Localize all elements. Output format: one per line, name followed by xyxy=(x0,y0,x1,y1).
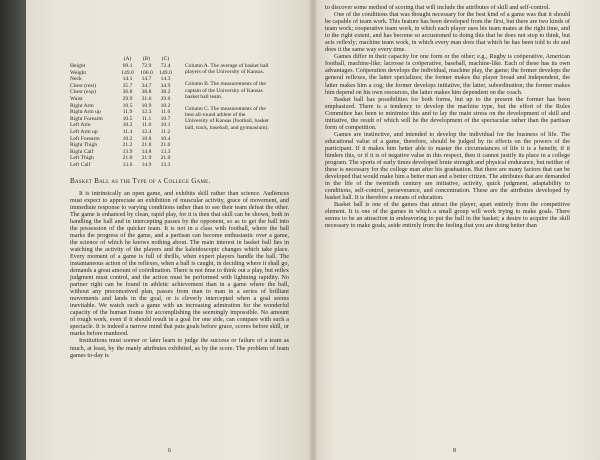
measurement-value-c: 149.0 xyxy=(159,69,172,76)
measurement-value-c: 21.0 xyxy=(160,142,171,149)
measurement-value-c: 38.2 xyxy=(160,89,171,96)
column-note-c: Column C. The measurements of the best all-round athlete of the University of Kansas (football, basket ball, track, baseball, and gymnasium). xyxy=(185,106,269,131)
measurement-value-c: 10.7 xyxy=(160,115,171,122)
measurement-value-c: 29.0 xyxy=(160,95,171,102)
column-b-header: (B) xyxy=(142,56,151,62)
measurement-value-b: 14.9 xyxy=(141,161,152,168)
measurement-label: Weight xyxy=(70,69,87,76)
left-page xyxy=(26,0,313,460)
measurement-value-c: 10.4 xyxy=(160,135,171,142)
measurement-value-c: 13.3 xyxy=(160,148,171,155)
measurement-value-b: 38.8 xyxy=(141,89,152,96)
measurement-label: Height xyxy=(70,63,86,69)
right-paragraph-6: Basket ball is one of the games that attract the player, apart entirely from the competitive element. It is one of the games in which a small group will work trying to make goals. There seems to be an attraction in endeavoring to put the ball in the basket; a desire to acquire the skill necessary to make goals, aside entirely from the feeling that you are doing better than xyxy=(325,201,570,230)
measurement-value-a: 29.9 xyxy=(122,95,133,102)
measurement-value-b: 12.3 xyxy=(141,109,152,116)
measurement-value-c: 11.6 xyxy=(160,109,171,116)
measurement-label: Right Calf xyxy=(70,148,94,155)
measurement-value-b: 14.8 xyxy=(141,148,152,155)
measurement-value-b: 72.9 xyxy=(141,63,152,69)
measurement-value-b: 166.0 xyxy=(140,69,153,76)
left-paragraph-2: Institutions must sooner or later learn to judge the success or failure of a team as much, at least, by the manly attributes exhibited, as by the score. The problem of team games to-day is xyxy=(70,337,289,359)
measurement-value-a: 14.1 xyxy=(122,76,133,83)
measurement-value-a: 13.9 xyxy=(122,148,133,155)
measurement-label: Waist xyxy=(70,95,83,102)
measurement-value-a: 13.6 xyxy=(122,161,133,168)
measurement-value-c: 10.1 xyxy=(160,122,171,129)
measurement-label: Right Thigh xyxy=(70,142,98,149)
column-a xyxy=(118,56,137,169)
column-note-b: Column B. The measurements of the captain of the University of Kansas basket ball team. xyxy=(185,81,266,100)
column-b xyxy=(137,56,156,169)
right-page-number: 8 xyxy=(453,448,456,454)
right-paragraph-3: Games differ in their capacity for one form or the other; e.g., Rugby is coöperative, American football, machine-like; lacrosse is coöperative, baseball, machine-like. Each of these has its own advantages. Coöperation develops the individual, machine play, the game; the former develops the general reflexes, the latter specializes; the former makes the player broad and independent, the latter makes him a cog; the former develops initiative, the latter, subordination; the former makes him depend on his own resources, the latter makes him dependent on the coach. xyxy=(325,53,570,96)
column-note-a: Column A. The average of basket ball players of the University of Kansas. xyxy=(185,63,269,76)
measurement-value-a: 149.0 xyxy=(121,69,134,76)
column-c xyxy=(156,56,175,169)
measurement-value-b: 12.4 xyxy=(141,128,152,135)
measurement-label: Chest (exp) xyxy=(70,89,96,96)
left-page-number: 6 xyxy=(168,448,171,454)
right-paragraph-1: to discover some method of scoring that will include the attributes of skill and self-control. xyxy=(325,4,550,11)
measurement-value-b: 31.6 xyxy=(141,95,152,102)
measurement-value-c: 14.3 xyxy=(160,76,171,83)
right-paragraph-2: One of the conditions that was thought necessary for the best kind of a game was that it should be capable of team work. This feature has been developed from the first, but there are two kinds of team work; cooperative team work, in which each player uses his team mates at the right time, and to the right extent, and has become so accustomed to doing this that he does not stop to think, but acts reflexly; machine team work, in which every man does that which he has been told to do and does it the same way every time. xyxy=(325,11,570,54)
left-paragraph-1: It is intrinsically an open game, and exhibits skill rather than science. Audiences must expect to appreciate an exhibition of muscular activity, grace of movement, and immediate response to varying conditions rather than to see their team defeat the other. The game is enhanced by clean, rapid play, for it is then that skill can be shown, both in handling the ball and in intercepting passes by the opponent, so as to get the ball into the possession of the quicker team. It is not in a class with football, where the ball marks the progress of the game, and a partisan can become enthusiastic over a game, the science of which he knows nothing about. The main interest in basket ball lies in watching the activity of the players and the kaleidoscopic changes which take place. Every moment of a game is full of thrills, when expert players handle the ball. The instantaneous action of the reflexes, when a ball is caught, in deciding where it shall go, demands a great amount of coördination. There is not time to think out a play, but reflex judgment must control, and the action must be performed with lightning rapidity. No partner right can be found in athletic achievement than in a game where the ball, without any preconceived plan, passes from man to man in a series of brilliant movements and lands in the goal, or is cleverly intercepted when a goal seems inevitable. We watch such a game with an increasing admiration for the wonderful capacity of the human frame for accomplishing the seemingly impossible. No amount of rough work, even if it should result in a goal for one side, can compare with such a spectacle. It is indeed a narrow mind that puts goals before grace, scores before skill, or marks before manhood. xyxy=(70,189,289,338)
measurement-label: Left Arm up xyxy=(70,128,98,135)
right-paragraph-4: Basket ball has possibilities for both forms, but up to the present the former has been emphasized. There is a tendency to develop the machine type, but the effort of the Rules Committee has been to minimize this and to lay the main stress on the development of skill and initiative, the result of which will be the development of the spectacular rather than the partisan form of competition. xyxy=(325,95,570,131)
right-page xyxy=(313,0,600,460)
measurement-value-c: 34.9 xyxy=(160,82,171,89)
measurement-label: Left Thigh xyxy=(70,155,94,162)
measurement-value-b: 21.8 xyxy=(141,142,152,149)
measurement-value-a: 69.1 xyxy=(122,63,133,69)
book-edge xyxy=(0,0,26,460)
measurement-label: Left Arm xyxy=(70,122,91,129)
measurement-value-a: 11.4 xyxy=(122,128,133,135)
right-paragraph-5: Games are instinctive, and intended to develop the individual for the business of life. The educational value of a game, therefore, should be judged by its effects on the powers of the participant. If it makes him better able to master the circumstances of life it is a benefit; if it hinders this, or if it is of negative value in this respect, then it cannot justify its place in a college program. The sports of early times developed brute strength and physical endurance, but neither of these is necessary for the college man after his graduation. But there are many factors that can be developed that would make him a better man and a better citizen. The attributes that are demanded in the life of the twentieth century are initiative, activity, quick judgment, adaptability to conditions, self-control, perseverance, and concentration. These are the attributes developed by basket ball. It is therefore a means of education. xyxy=(325,130,570,202)
measurement-label: Neck xyxy=(70,76,82,83)
measurement-value-c: 13.3 xyxy=(160,161,171,168)
measurement-value-b: 34.7 xyxy=(141,82,152,89)
measurement-label: Right Forearm xyxy=(70,115,103,122)
measurement-value-b: 11.1 xyxy=(141,115,152,122)
measurement-label: Right Arm up xyxy=(70,109,101,116)
measurement-value-a: 10.2 xyxy=(122,135,133,142)
measurement-value-a: 21.0 xyxy=(122,155,133,162)
measurement-value-a: 11.9 xyxy=(122,109,133,116)
measurement-value-a: 10.5 xyxy=(122,115,133,122)
measurement-value-b: 21.9 xyxy=(141,155,152,162)
measurement-label: Chest (rest) xyxy=(70,82,96,89)
measurement-value-b: 14.7 xyxy=(141,76,152,83)
measurement-value-c: 72.4 xyxy=(160,63,171,69)
book-spread xyxy=(26,0,600,460)
measurement-value-a: 35.7 xyxy=(122,82,133,89)
measurement-label: Left Forearm xyxy=(70,135,100,142)
measurement-value-c: 10.2 xyxy=(160,102,171,109)
measurement-value-b: 10.9 xyxy=(141,102,152,109)
section-title: Basket Ball as the Type of a College Game. xyxy=(70,176,211,185)
column-a-header: (A) xyxy=(123,56,132,62)
column-notes xyxy=(185,56,269,169)
measurement-labels-column xyxy=(70,56,118,169)
measurement-value-c: 21.0 xyxy=(160,155,171,162)
right-page-body xyxy=(325,4,570,230)
measurement-value-b: 10.8 xyxy=(141,135,152,142)
measurements-table xyxy=(70,56,289,169)
measurement-value-a: 10.2 xyxy=(122,122,133,129)
measurement-value-b: 11.0 xyxy=(141,122,152,129)
measurement-value-c: 11.2 xyxy=(160,128,171,135)
column-c-header: (C) xyxy=(161,56,170,62)
measurement-value-a: 10.5 xyxy=(122,102,133,109)
measurement-label: Left Calf xyxy=(70,161,91,168)
measurement-label: Right Arm xyxy=(70,102,94,109)
measurement-value-a: 21.2 xyxy=(122,142,133,149)
measurement-value-a: 36.8 xyxy=(122,89,133,96)
